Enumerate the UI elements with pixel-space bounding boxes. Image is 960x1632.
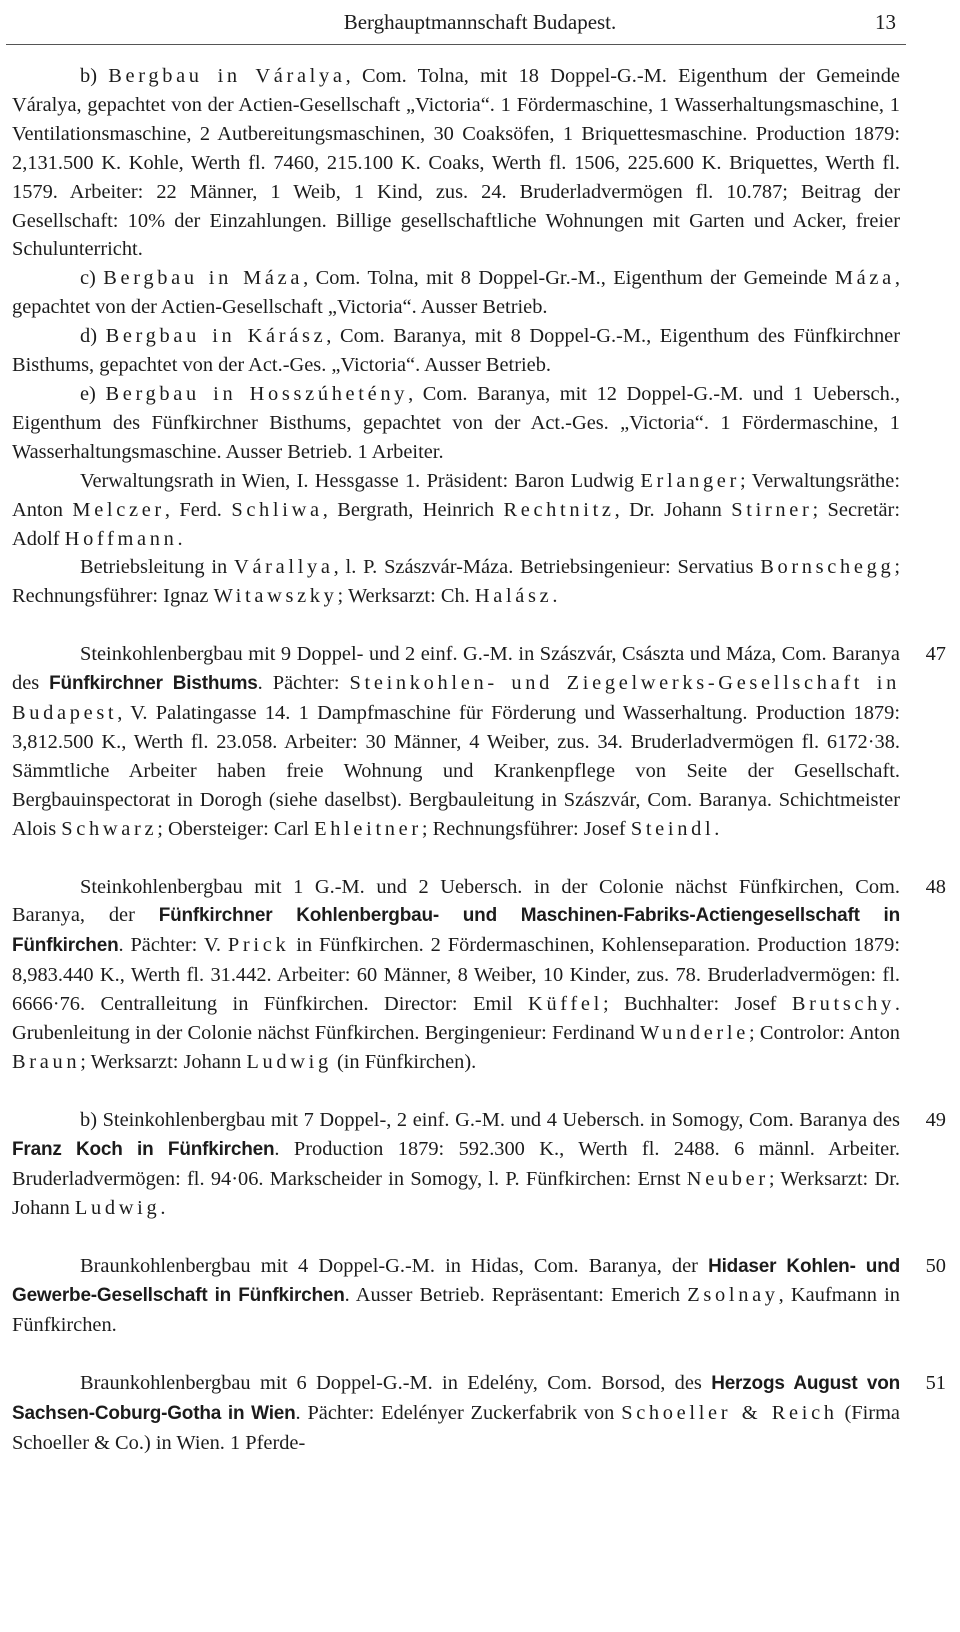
paragraph — [12, 640, 946, 843]
entry-number: 50 — [925, 1254, 946, 1277]
text-run: Steinkohlenbergbau mit 1 G.-M. und 2 Uebersch. in der Colonie nächst Fünfkirchen, Com. Baranya, der — [12, 875, 900, 927]
text-run: (Firma Schoeller & Co.) in Wien. 1 Pferde- — [12, 1402, 900, 1455]
spaced-name: Braun — [12, 1051, 81, 1073]
text-run: ; Obersteiger: Carl — [157, 817, 315, 840]
spaced-name: Steindl — [630, 817, 715, 840]
spaced-name: Küffel — [528, 993, 603, 1016]
header-rule — [6, 44, 906, 45]
text-run: . Pächter: Edelényer Zuckerfabrik von — [295, 1402, 622, 1425]
emphasized-name: Franz Koch in Fünfkirchen — [12, 1138, 275, 1160]
spaced-name: Máza — [834, 267, 895, 290]
spaced-name: Halász — [474, 585, 553, 608]
entry-number: 51 — [925, 1372, 946, 1395]
spaced-name: Melczer — [72, 498, 165, 521]
document-body — [12, 62, 946, 1458]
text-run: . Grubenleitung in der Colonie nächst Fünfkirchen. Bergingenieur: Ferdinand — [12, 993, 900, 1045]
spaced-name: Bornschegg — [760, 556, 895, 579]
spaced-name: Stirner — [731, 498, 813, 521]
paragraph — [12, 1252, 946, 1341]
text-run: . — [177, 527, 183, 550]
entry-48-block — [12, 873, 946, 1077]
spaced-name: Erlanger — [640, 469, 740, 492]
text-run: . Pächter: — [257, 672, 350, 695]
spaced-name: Schwarz — [61, 817, 158, 840]
text-run: Verwaltungsrath in Wien, I. Hessgasse 1. Präsident: Baron Ludwig — [80, 469, 641, 492]
running-header — [0, 10, 960, 40]
text-run: e) — [80, 382, 106, 405]
paragraph — [12, 380, 900, 467]
spaced-name: Rechtnitz — [503, 498, 615, 521]
spaced-name: Várallya — [234, 556, 334, 579]
text-run: ; Secretär: Adolf — [12, 498, 901, 550]
paragraph — [12, 873, 946, 1077]
header-title: Berghauptmannschaft Budapest. — [343, 10, 617, 34]
text-run: ; Rechnungsführer: Josef — [421, 817, 631, 840]
entry-number: 47 — [925, 643, 946, 666]
text-run: , l. P. Szászvár-Máza. Betriebsingenieur: Servatius — [333, 556, 761, 579]
entry-47-block — [12, 640, 946, 843]
emphasized-name: Fünfkirchner Bisthums — [49, 673, 258, 695]
text-run: Braunkohlenbergbau mit 6 Doppel-G.-M. in Edelény, Com. Borsod, des — [80, 1372, 712, 1395]
section-varalya-group — [12, 62, 900, 611]
text-run: ; Werksarzt: Ch. — [337, 585, 475, 608]
text-run: Steinkohlenbergbau mit 9 Doppel- und 2 einf. G.-M. in Szászvár, Császta und Máza, Com. Baranya des — [12, 643, 900, 695]
text-run: (in Fünfkirchen). — [331, 1051, 477, 1073]
spaced-name: Zsolnay — [687, 1284, 779, 1307]
paragraph — [12, 553, 900, 611]
text-run: ; Verwaltungsräthe: Anton — [12, 469, 900, 521]
text-run: , Com. Tolna, mit 8 Doppel-Gr.-M., Eigenthum der Gemeinde — [303, 267, 835, 290]
text-run: ; Rechnungsführer: Ignaz — [12, 556, 900, 608]
spaced-name: Bergbau in Máza — [103, 267, 304, 290]
spaced-name: Steinkohlen- und Ziegelwerks-Gesellschaft in Budapest — [12, 672, 900, 725]
spaced-name: Prick — [227, 934, 290, 957]
text-run: . Pächter: V. — [118, 934, 228, 957]
spaced-name: Schoeller & Reich — [621, 1402, 838, 1425]
paragraph — [12, 1106, 946, 1223]
text-run: Betriebsleitung in — [80, 556, 235, 579]
paragraph — [12, 264, 900, 322]
spaced-name: Bergbau in Hosszúhetény — [105, 382, 409, 405]
text-run: b) Steinkohlenbergbau mit 7 Doppel-, 2 einf. G.-M. und 4 Uebersch. in Somogy, Com. Baranya des — [80, 1108, 900, 1131]
text-run: ; Werksarzt: Dr. Johann — [12, 1167, 900, 1219]
text-run: , Bergrath, Heinrich — [322, 498, 504, 521]
entry-49-block — [12, 1106, 946, 1223]
spaced-name: Brutschy — [791, 993, 895, 1016]
spaced-name: Witawszky — [213, 585, 338, 608]
text-run: d) — [80, 325, 106, 348]
text-run: ; Controlor: Anton — [748, 1022, 900, 1045]
text-run: . — [160, 1196, 166, 1219]
spaced-name: Ehleitner — [314, 817, 422, 840]
spaced-name: Neuber — [686, 1167, 769, 1190]
entry-number: 49 — [925, 1108, 946, 1131]
spaced-name: Ludwig — [246, 1051, 332, 1073]
spaced-name: Bergbau in Váralya — [108, 65, 346, 87]
paragraph — [12, 322, 900, 380]
text-run: . Production 1879: 592.300 K., Werth fl. 2488. 6 männl. Arbeiter. Bruderladvermögen: fl. 94·06. Markscheider in Somogy, l. P. Fünfkirchen: Ernst — [12, 1137, 900, 1190]
spaced-name: Schliwa — [231, 498, 323, 521]
text-run: , Dr. Johann — [614, 498, 732, 521]
entry-number: 48 — [925, 875, 946, 898]
emphasized-name: Fünfkirchner Kohlenbergbau- und Maschinen-Fabriks-Actiengesellschaft in Fünfkirchen — [12, 905, 901, 957]
entry-51-block — [12, 1369, 946, 1458]
spaced-name: Ludwig — [74, 1196, 161, 1219]
spaced-name: Bergbau in Kárász — [105, 325, 327, 348]
spaced-name: Hoffmann — [64, 527, 178, 550]
spaced-name: Wunderle — [640, 1022, 749, 1045]
text-run: , Ferd. — [164, 498, 232, 521]
text-run: , Com. Tolna, mit 18 Doppel-G.-M. Eigenthum der Gemeinde Váralya, gepachtet von der Actien-Gesellschaft „Victoria“. 1 Fördermaschine, 1 Wasserhaltungsmaschine, 1 Ventilationsmaschine, 2 Autbereitungsmaschinen, 30 Coaksöfen, 1 Briquettesmaschine. Production 1879: 2,131.500 K. Kohle, Werth fl. 7460, 215.100 K. Coaks, Werth fl. 1506, 225.600 K. Briquettes, Werth fl. 1579. Arbeiter: 22 Männer, 1 Weib, 1 Kind, zus. 24. Bruderladvermögen fl. 10.787; Beitrag der Gesellschaft: 10% der Einzahlungen. Billige gesellschaftliche Wohnungen mit Garten und Acker, freier Schulunterricht. — [12, 65, 900, 261]
text-run: c) — [80, 267, 104, 290]
text-run: . — [714, 817, 720, 840]
text-run: , Com. Baranya, mit 8 Doppel-G.-M., Eigenthum des Fünfkirchner Bisthums, gepachtet von der Act.-Ges. „Victoria“. Ausser Betrieb. — [12, 325, 900, 377]
emphasized-name: Herzogs August von Sachsen-Coburg-Gotha in Wien — [12, 1373, 900, 1425]
text-run: Braunkohlenbergbau mit 4 Doppel-G.-M. in Hidas, Com. Baranya, der — [80, 1254, 709, 1277]
text-run: in Fünfkirchen. 2 Fördermaschinen, Kohlenseparation. Production 1879: 8,983.440 K., Werth fl. 31.442. Arbeiter: 60 Männer, 8 Weiber, 10 Kinder, zus. 78. Bruderladvermögen: fl. 6666·76. Centralleitung in Fünfkirchen. Director: Emil — [12, 934, 900, 1016]
text-run: , V. Palatingasse 14. 1 Dampfmaschine für Förderung und Wasserhaltung. Production 1879: 3,812.500 K., Werth fl. 23.058. Arbeiter: 30 Männer, 4 Weiber, zus. 34. Bruderladvermögen fl. 6172·38. Sämmtliche Arbeiter haben freie Wohnung und Krankenpflege von Seite der Gesellschaft. Bergbauinspectorat in Dorogh (siehe daselbst). Bergbauleitung in Szászvár, Com. Baranya. Schichtmeister Alois — [12, 702, 900, 840]
paragraph — [12, 62, 900, 264]
text-run: b) — [80, 65, 109, 87]
text-run: ; Buchhalter: Josef — [602, 993, 792, 1016]
text-run: ; Werksarzt: Johann — [80, 1051, 247, 1073]
paragraph — [12, 467, 900, 554]
entry-50-block — [12, 1252, 946, 1341]
page-number: 13 — [875, 10, 896, 34]
text-run: , gepachtet von der Actien-Gesellschaft „Victoria“. Ausser Betrieb. — [12, 267, 900, 319]
paragraph — [12, 1369, 946, 1458]
text-run: , Kaufmann in Fünfkirchen. — [12, 1284, 900, 1337]
text-run: . — [552, 585, 558, 608]
emphasized-name: Hidaser Kohlen- und Gewerbe-Gesellschaft in Fünfkirchen — [12, 1255, 900, 1307]
text-run: . Ausser Betrieb. Repräsentant: Emerich — [344, 1284, 688, 1307]
text-run: , Com. Baranya, mit 12 Doppel-G.-M. und 1 Uebersch., Eigenthum des Fünfkirchner Bisthums, gepachtet von der Act.-Ges. „Victoria“. 1 Fördermaschine, 1 Wasserhaltungsmaschine. Ausser Betrieb. 1 Arbeiter. — [12, 382, 900, 463]
